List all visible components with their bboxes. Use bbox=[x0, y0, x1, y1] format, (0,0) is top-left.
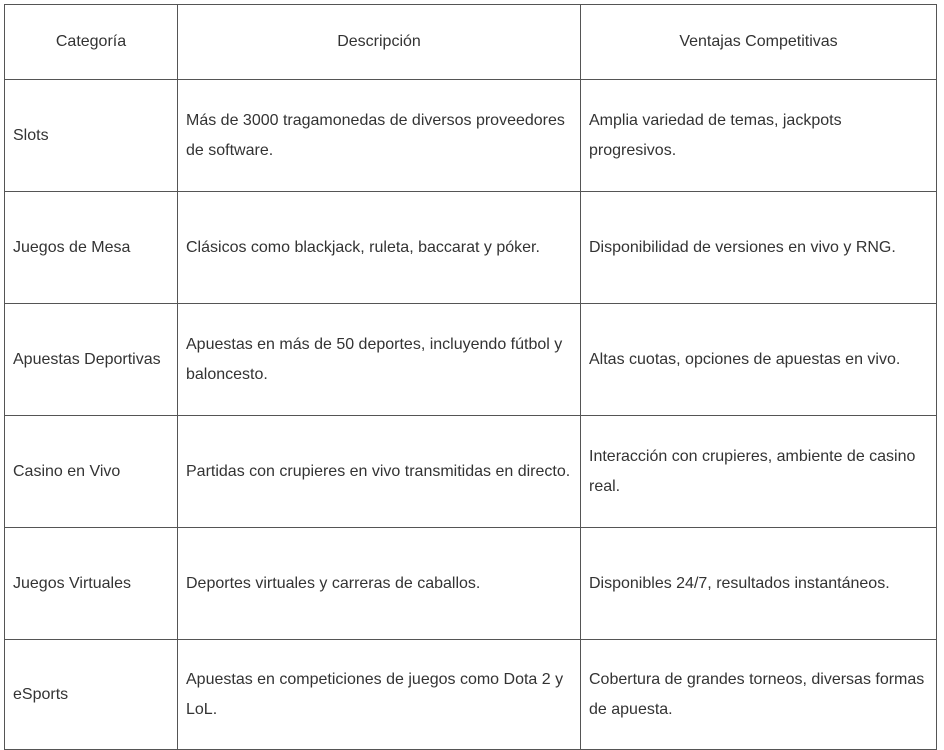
cell-ventajas: Cobertura de grandes torneos, diversas formas de apuesta. bbox=[581, 640, 937, 750]
table-row bbox=[5, 80, 937, 192]
cell-categoria: Slots bbox=[5, 80, 178, 192]
cell-ventajas: Amplia variedad de temas, jackpots progresivos. bbox=[581, 80, 937, 192]
header-descripcion: Descripción bbox=[178, 5, 581, 80]
cell-ventajas: Interacción con crupieres, ambiente de casino real. bbox=[581, 416, 937, 528]
cell-descripcion: Partidas con crupieres en vivo transmitidas en directo. bbox=[178, 416, 581, 528]
cell-ventajas: Disponibles 24/7, resultados instantáneos. bbox=[581, 528, 937, 640]
cell-descripcion: Apuestas en competiciones de juegos como Dota 2 y LoL. bbox=[178, 640, 581, 750]
cell-descripcion: Deportes virtuales y carreras de caballos. bbox=[178, 528, 581, 640]
header-ventajas: Ventajas Competitivas bbox=[581, 5, 937, 80]
cell-categoria: Juegos Virtuales bbox=[5, 528, 178, 640]
comparison-table-container bbox=[4, 4, 937, 750]
table-row bbox=[5, 640, 937, 750]
casino-categories-table bbox=[4, 4, 937, 750]
cell-descripcion: Apuestas en más de 50 deportes, incluyendo fútbol y baloncesto. bbox=[178, 304, 581, 416]
cell-descripcion: Más de 3000 tragamonedas de diversos proveedores de software. bbox=[178, 80, 581, 192]
cell-categoria: Juegos de Mesa bbox=[5, 192, 178, 304]
cell-categoria: eSports bbox=[5, 640, 178, 750]
cell-ventajas: Disponibilidad de versiones en vivo y RNG. bbox=[581, 192, 937, 304]
cell-descripcion: Clásicos como blackjack, ruleta, baccarat y póker. bbox=[178, 192, 581, 304]
cell-categoria: Casino en Vivo bbox=[5, 416, 178, 528]
table-row bbox=[5, 192, 937, 304]
table-row bbox=[5, 528, 937, 640]
table-header-row bbox=[5, 5, 937, 80]
cell-ventajas: Altas cuotas, opciones de apuestas en vivo. bbox=[581, 304, 937, 416]
table-row bbox=[5, 416, 937, 528]
cell-categoria: Apuestas Deportivas bbox=[5, 304, 178, 416]
header-categoria: Categoría bbox=[5, 5, 178, 80]
table-row bbox=[5, 304, 937, 416]
